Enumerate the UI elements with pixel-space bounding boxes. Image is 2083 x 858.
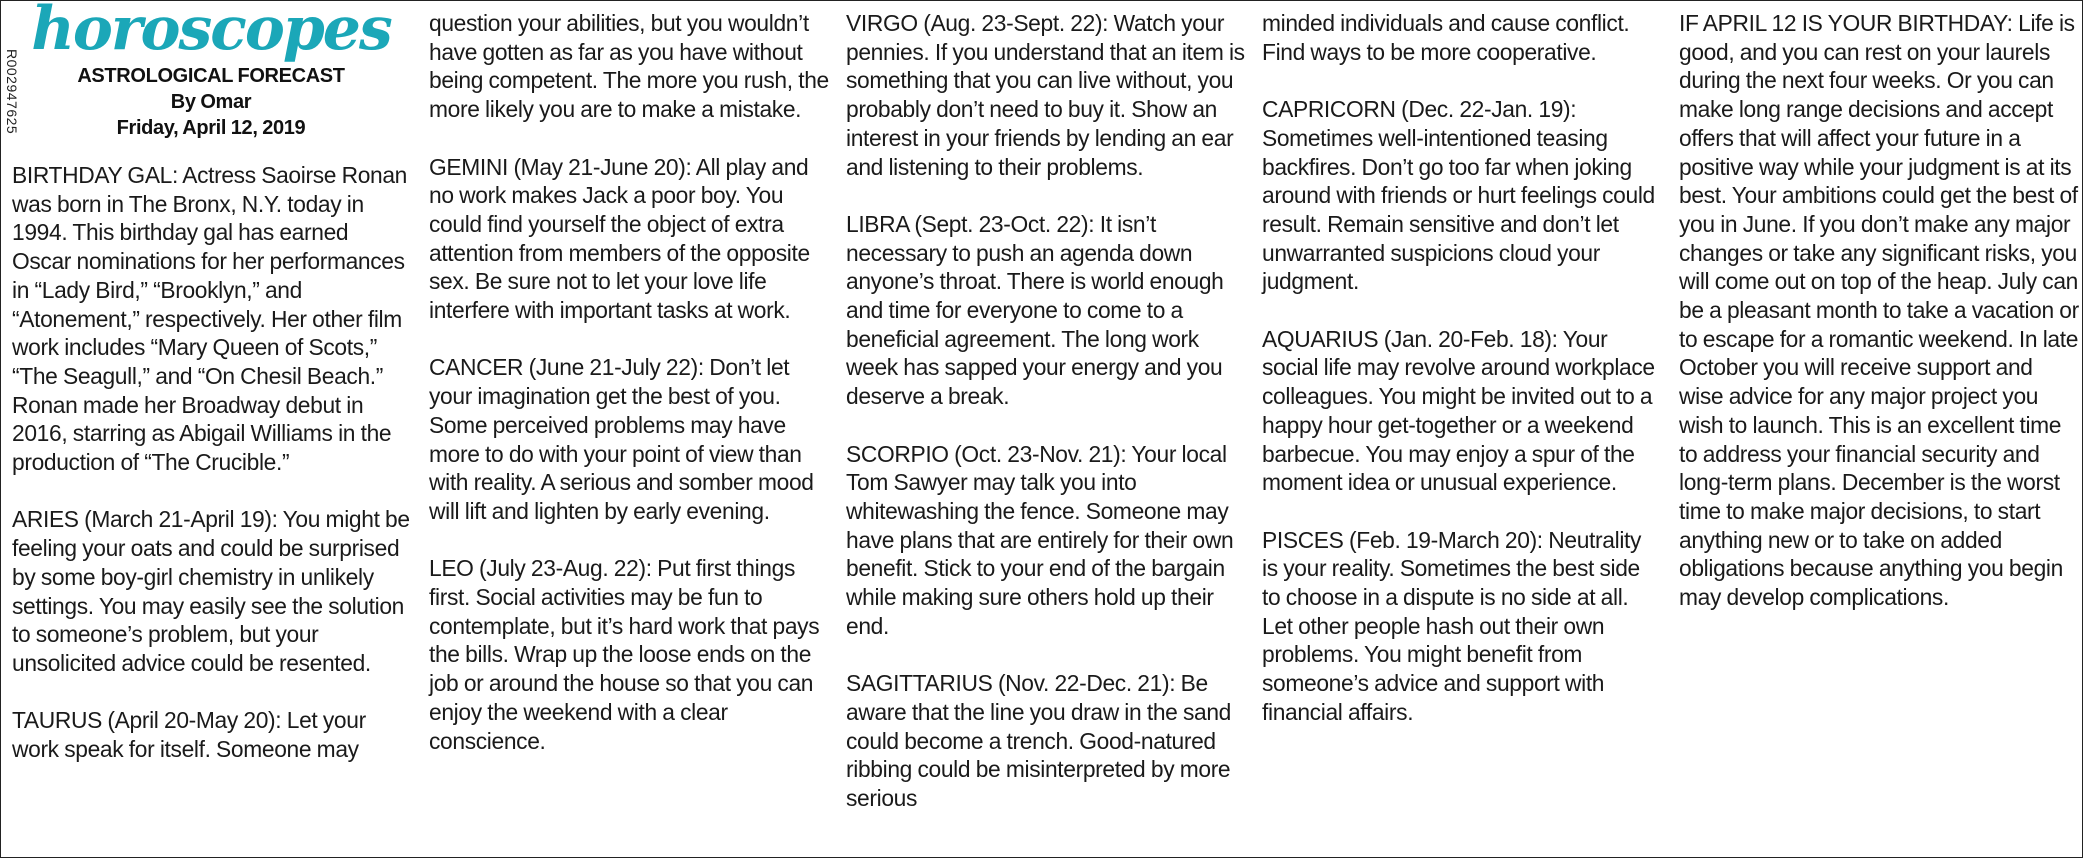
birthday-gal-paragraph: BIRTHDAY GAL: Actress Saoirse Ronan was born in The Bronx, N.Y. today in 1994. This birthday gal has earned Oscar nominations for her performances in “Lady Bird,” “Brooklyn,” and “Atonement,” respectively. Her other film work includes “Mary Queen of Scots,” “The Seagull,” and “On Chesil Beach.” Ronan made her Broadway debut in 2016, starring as Abigail Williams in the production of “The Crucible.”	[12, 162, 408, 476]
gemini-paragraph: GEMINI (May 21-June 20): All play and no work makes Jack a poor boy. You could find yourself the object of extra attention from members of the opposite sex. Be sure not to let your love life interfere with important tasks at work.	[429, 153, 810, 324]
horoscopes-logo: horoscopes	[31, 0, 391, 64]
sagittarius-continued-paragraph: minded individuals and cause conflict. Find ways to be more cooperative.	[1262, 10, 1630, 65]
aries-paragraph: ARIES (March 21-April 19): You might be feeling your oats and could be surprised by some boy-girl chemistry in unlikely settings. You may easily see the solution to someone’s problem, but your unsolicited advice could be resented.	[12, 506, 410, 676]
capricorn-paragraph: CAPRICORN (Dec. 22-Jan. 19): Sometimes well-intentioned teasing backfires. Don’t go too far when joking around with friends or hurt feelings could result. Remain sensitive and don’t let unwarranted suspicions cloud your judgment.	[1262, 96, 1655, 295]
virgo-paragraph: VIRGO (Aug. 23-Sept. 22): Watch your pennies. If you understand that an item is something that you can live without, you probably don’t need to buy it. Show an interest in your friends by lending an ear and listening to their problems.	[846, 10, 1245, 180]
birthday-forecast-paragraph: IF APRIL 12 IS YOUR BIRTHDAY: Life is good, and you can rest on your laurels during the next four weeks. Or you can make long range decisions and accept offers that will affect your future in a positive way while your judgment is at its best. Your ambitions could get the best of you in June. If you don’t make any major changes or take any significant risks, you will come out on top of the heap. July can be a pleasant month to take a vacation or to escape for a romantic weekend. In late October you will receive support and wise advice for any major project you wish to launch. This is an excellent time to address your financial security and long-term plans. December is the worst time to make major decisions, to start anything new or to take on added obligations because anything you begin may develop complications.	[1679, 10, 2079, 611]
column-3	[846, 9, 1246, 813]
issue-date: Friday, April 12, 2019	[116, 117, 306, 139]
libra-paragraph: LIBRA (Sept. 23-Oct. 22): It isn’t necessary to push an agenda down anyone’s throat. There is world enough and time for everyone to come to a beneficial agreement. The long work week has sapped your energy and you deserve a break.	[846, 210, 1224, 410]
leo-paragraph: LEO (July 23-Aug. 22): Put first things first. Social activities may be fun to contemplate, but it’s hard work that pays the bills. Wrap up the loose ends on the job or around the house so that you can enjoy the weekend with a clear conscience.	[429, 555, 820, 754]
taurus-paragraph: TAURUS (April 20-May 20): Let your work speak for itself. Someone may	[12, 707, 366, 763]
taurus-continued-paragraph: question your abilities, but you wouldn’t have gotten as far as you have without being competent. The more you rush, the more likely you are to make a mistake.	[429, 10, 829, 123]
masthead	[12, 0, 410, 141]
forecast-heading: ASTROLOGICAL FORECAST	[77, 65, 345, 87]
scorpio-paragraph: SCORPIO (Oct. 23-Nov. 21): Your local Tom Sawyer may talk you into whitewashing the fence. Someone may have plans that are entirely for their own benefit. Stick to your end of the bargain while making sure others hold up their end.	[846, 440, 1234, 639]
pisces-paragraph: PISCES (Feb. 19-March 20): Neutrality is your reality. Sometimes the best side to choose in a dispute is no side at all. Let other people hash out their own problems. You might benefit from someone’s advice and support with financial affairs.	[1262, 526, 1642, 725]
aquarius-paragraph: AQUARIUS (Jan. 20-Feb. 18): Your social life may revolve around workplace colleagues. You might be invited out to a happy hour get-together or a weekend barbecue. You may enjoy a spur of the moment idea or unusual experience.	[1262, 325, 1655, 496]
sagittarius-paragraph: SAGITTARIUS (Nov. 22-Dec. 21): Be aware that the line you draw in the sand could become a trench. Good-natured ribbing could be misinterpreted by more serious	[846, 670, 1231, 811]
cancer-paragraph: CANCER (June 21-July 22): Don’t let your imagination get the best of you. Some perceived problems may have more to do with your point of view than with reality. A serious and somber mood will lift and lighten by early evening.	[429, 354, 814, 524]
byline: By Omar	[170, 91, 252, 113]
column-1	[12, 1, 410, 764]
column-1-body	[12, 161, 410, 764]
ad-code: R002947625	[4, 49, 20, 135]
column-5	[1679, 9, 2079, 612]
column-2	[429, 9, 829, 755]
column-4	[1262, 9, 1662, 727]
